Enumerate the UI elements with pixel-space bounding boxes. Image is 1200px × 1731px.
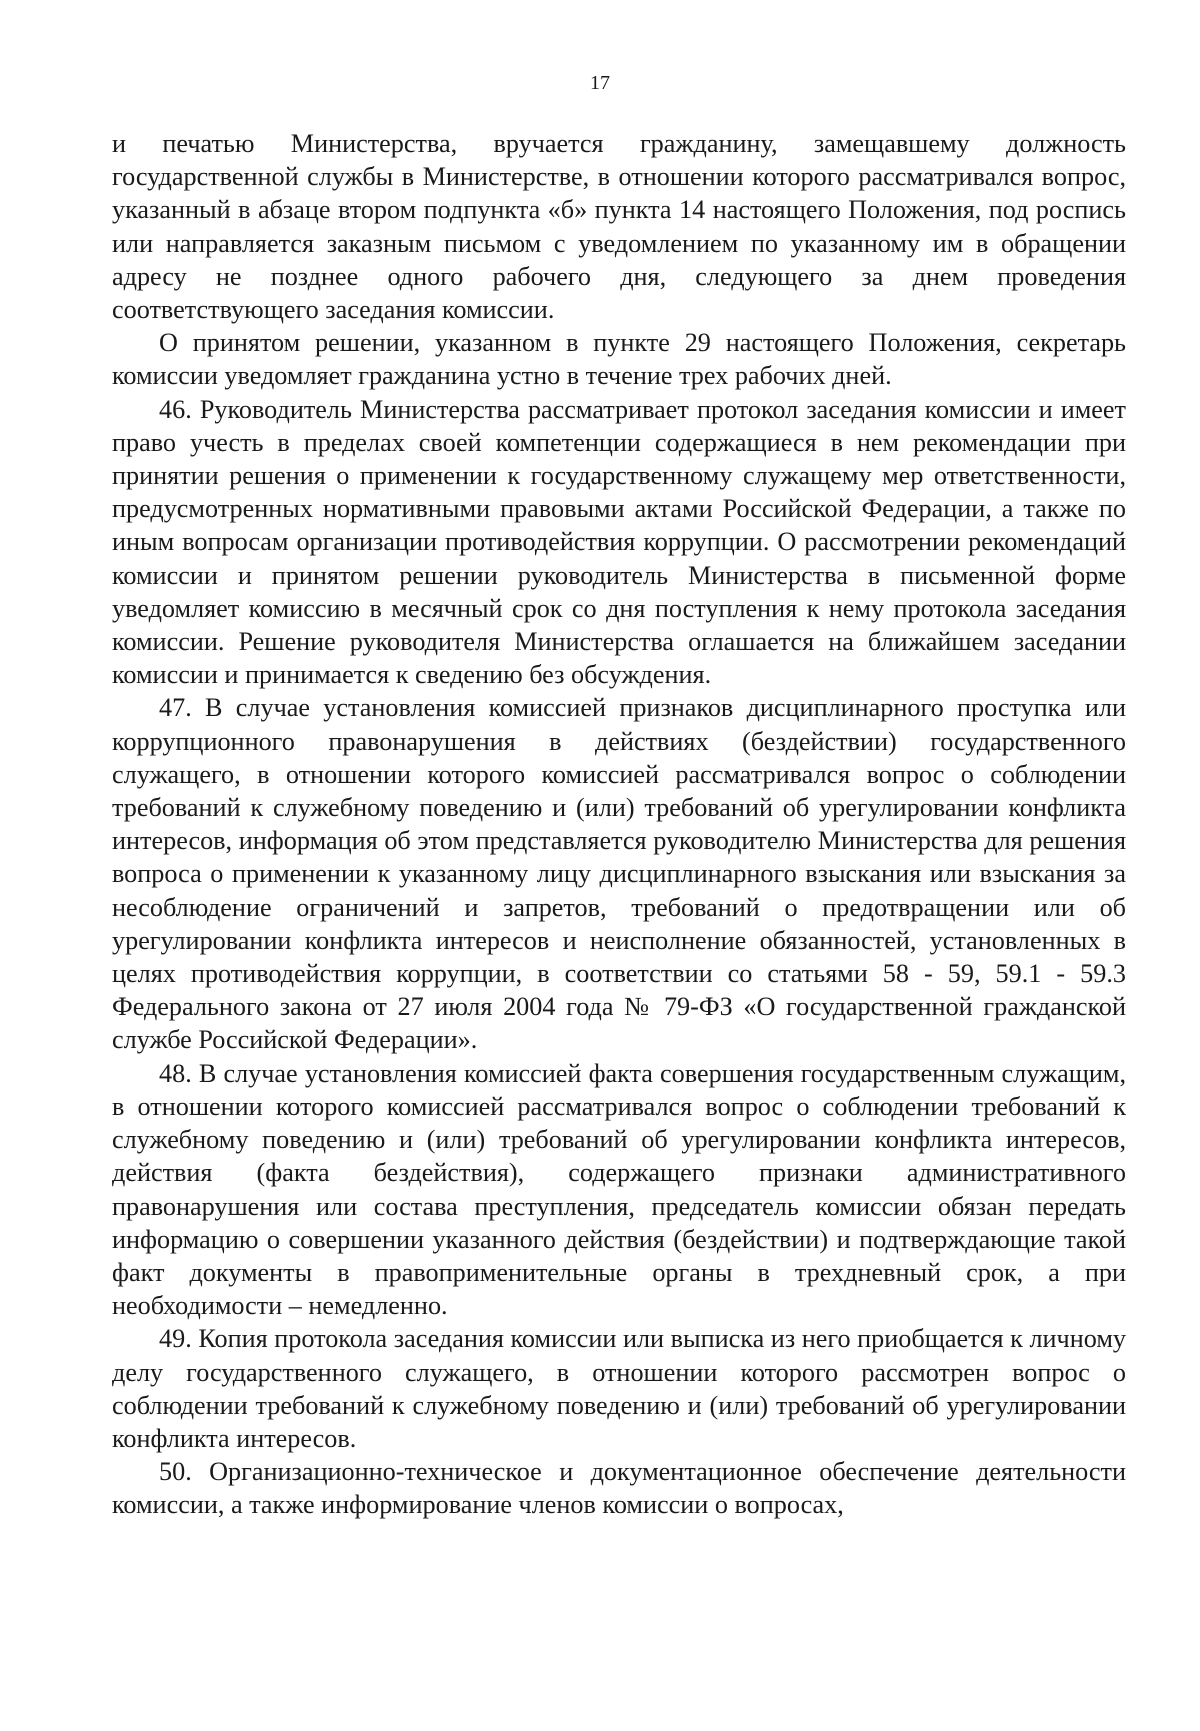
paragraph-46: 46. Руководитель Министерства рассматривает протокол заседания комиссии и имеет право учесть в пределах своей компетенции содержащиеся в нем рекомендации при принятии решения о применении к государственному служащему мер ответственности, предусмотренных нормативными правовыми актами Российской Федерации, а также по иным вопросам организации противодействия коррупции. О рассмотрении рекомендаций комиссии и принятом решении руководитель Министерства в письменной форме уведомляет комиссию в месячный срок со дня поступления к нему протокола заседания комиссии. Решение руководителя Министерства оглашается на ближайшем заседании комиссии и принимается к сведению без обсуждения. xyxy=(112,394,1126,690)
paragraph-50: 50. Организационно-техническое и документационное обеспечение деятельности комиссии, а также информирование членов комиссии о вопросах, xyxy=(112,1457,1126,1520)
page-number: 17 xyxy=(590,72,610,94)
paragraph-continuation: и печатью Министерства, вручается гражданину, замещавшему должность государственной службы в Министерстве, в отношении которого рассматривался вопрос, указанный в абзаце втором подпункта «б» пункта 14 настоящего Положения, под роспись или направляется заказным письмом с уведомлением по указанному им в обращении адресу не позднее одного рабочего дня, следующего за днем проведения соответствующего заседания комиссии. xyxy=(112,129,1126,325)
paragraph-48: 48. В случае установления комиссией факта совершения государственным служащим, в отношении которого комиссией рассматривался вопрос о соблюдении требований к служебному поведению и (или) требований об урегулировании конфликта интересов, действия (факта бездействия), содержащего признаки административного правонарушения или состава преступления, председатель комиссии обязан передать информацию о совершении указанного действия (бездействии) и подтверждающие такой факт документы в правоприменительные органы в трехдневный срок, а при необходимости – немедленно. xyxy=(112,1058,1126,1321)
paragraph-47: 47. В случае установления комиссией признаков дисциплинарного проступка или коррупционного правонарушения в действиях (бездействии) государственного служащего, в отношении которого комиссией рассматривался вопрос о соблюдении требований к служебному поведению и (или) требований об урегулировании конфликта интересов, информация об этом представляется руководителю Министерства для решения вопроса о применении к указанному лицу дисциплинарного взыскания или взыскания за несоблюдение ограничений и запретов, требований о предотвращении или об урегулировании конфликта интересов и неисполнение обязанностей, установленных в целях противодействия коррупции, в соответствии со статьями 58 - 59, 59.1 - 59.3 Федерального закона от 27 июля 2004 года № 79-ФЗ «О государственной гражданской службе Российской Федерации». xyxy=(112,693,1126,1055)
paragraph-49: 49. Копия протокола заседания комиссии или выписка из него приобщается к личному делу государственного служащего, в отношении которого рассмотрен вопрос о соблюдении требований к служебному поведению и (или) требований об урегулировании конфликта интересов. xyxy=(112,1324,1126,1453)
paragraph-notification: О принятом решении, указанном в пункте 29 настоящего Положения, секретарь комиссии уведомляет гражданина устно в течение трех рабочих дней. xyxy=(112,328,1126,391)
document-body xyxy=(112,127,1126,1522)
